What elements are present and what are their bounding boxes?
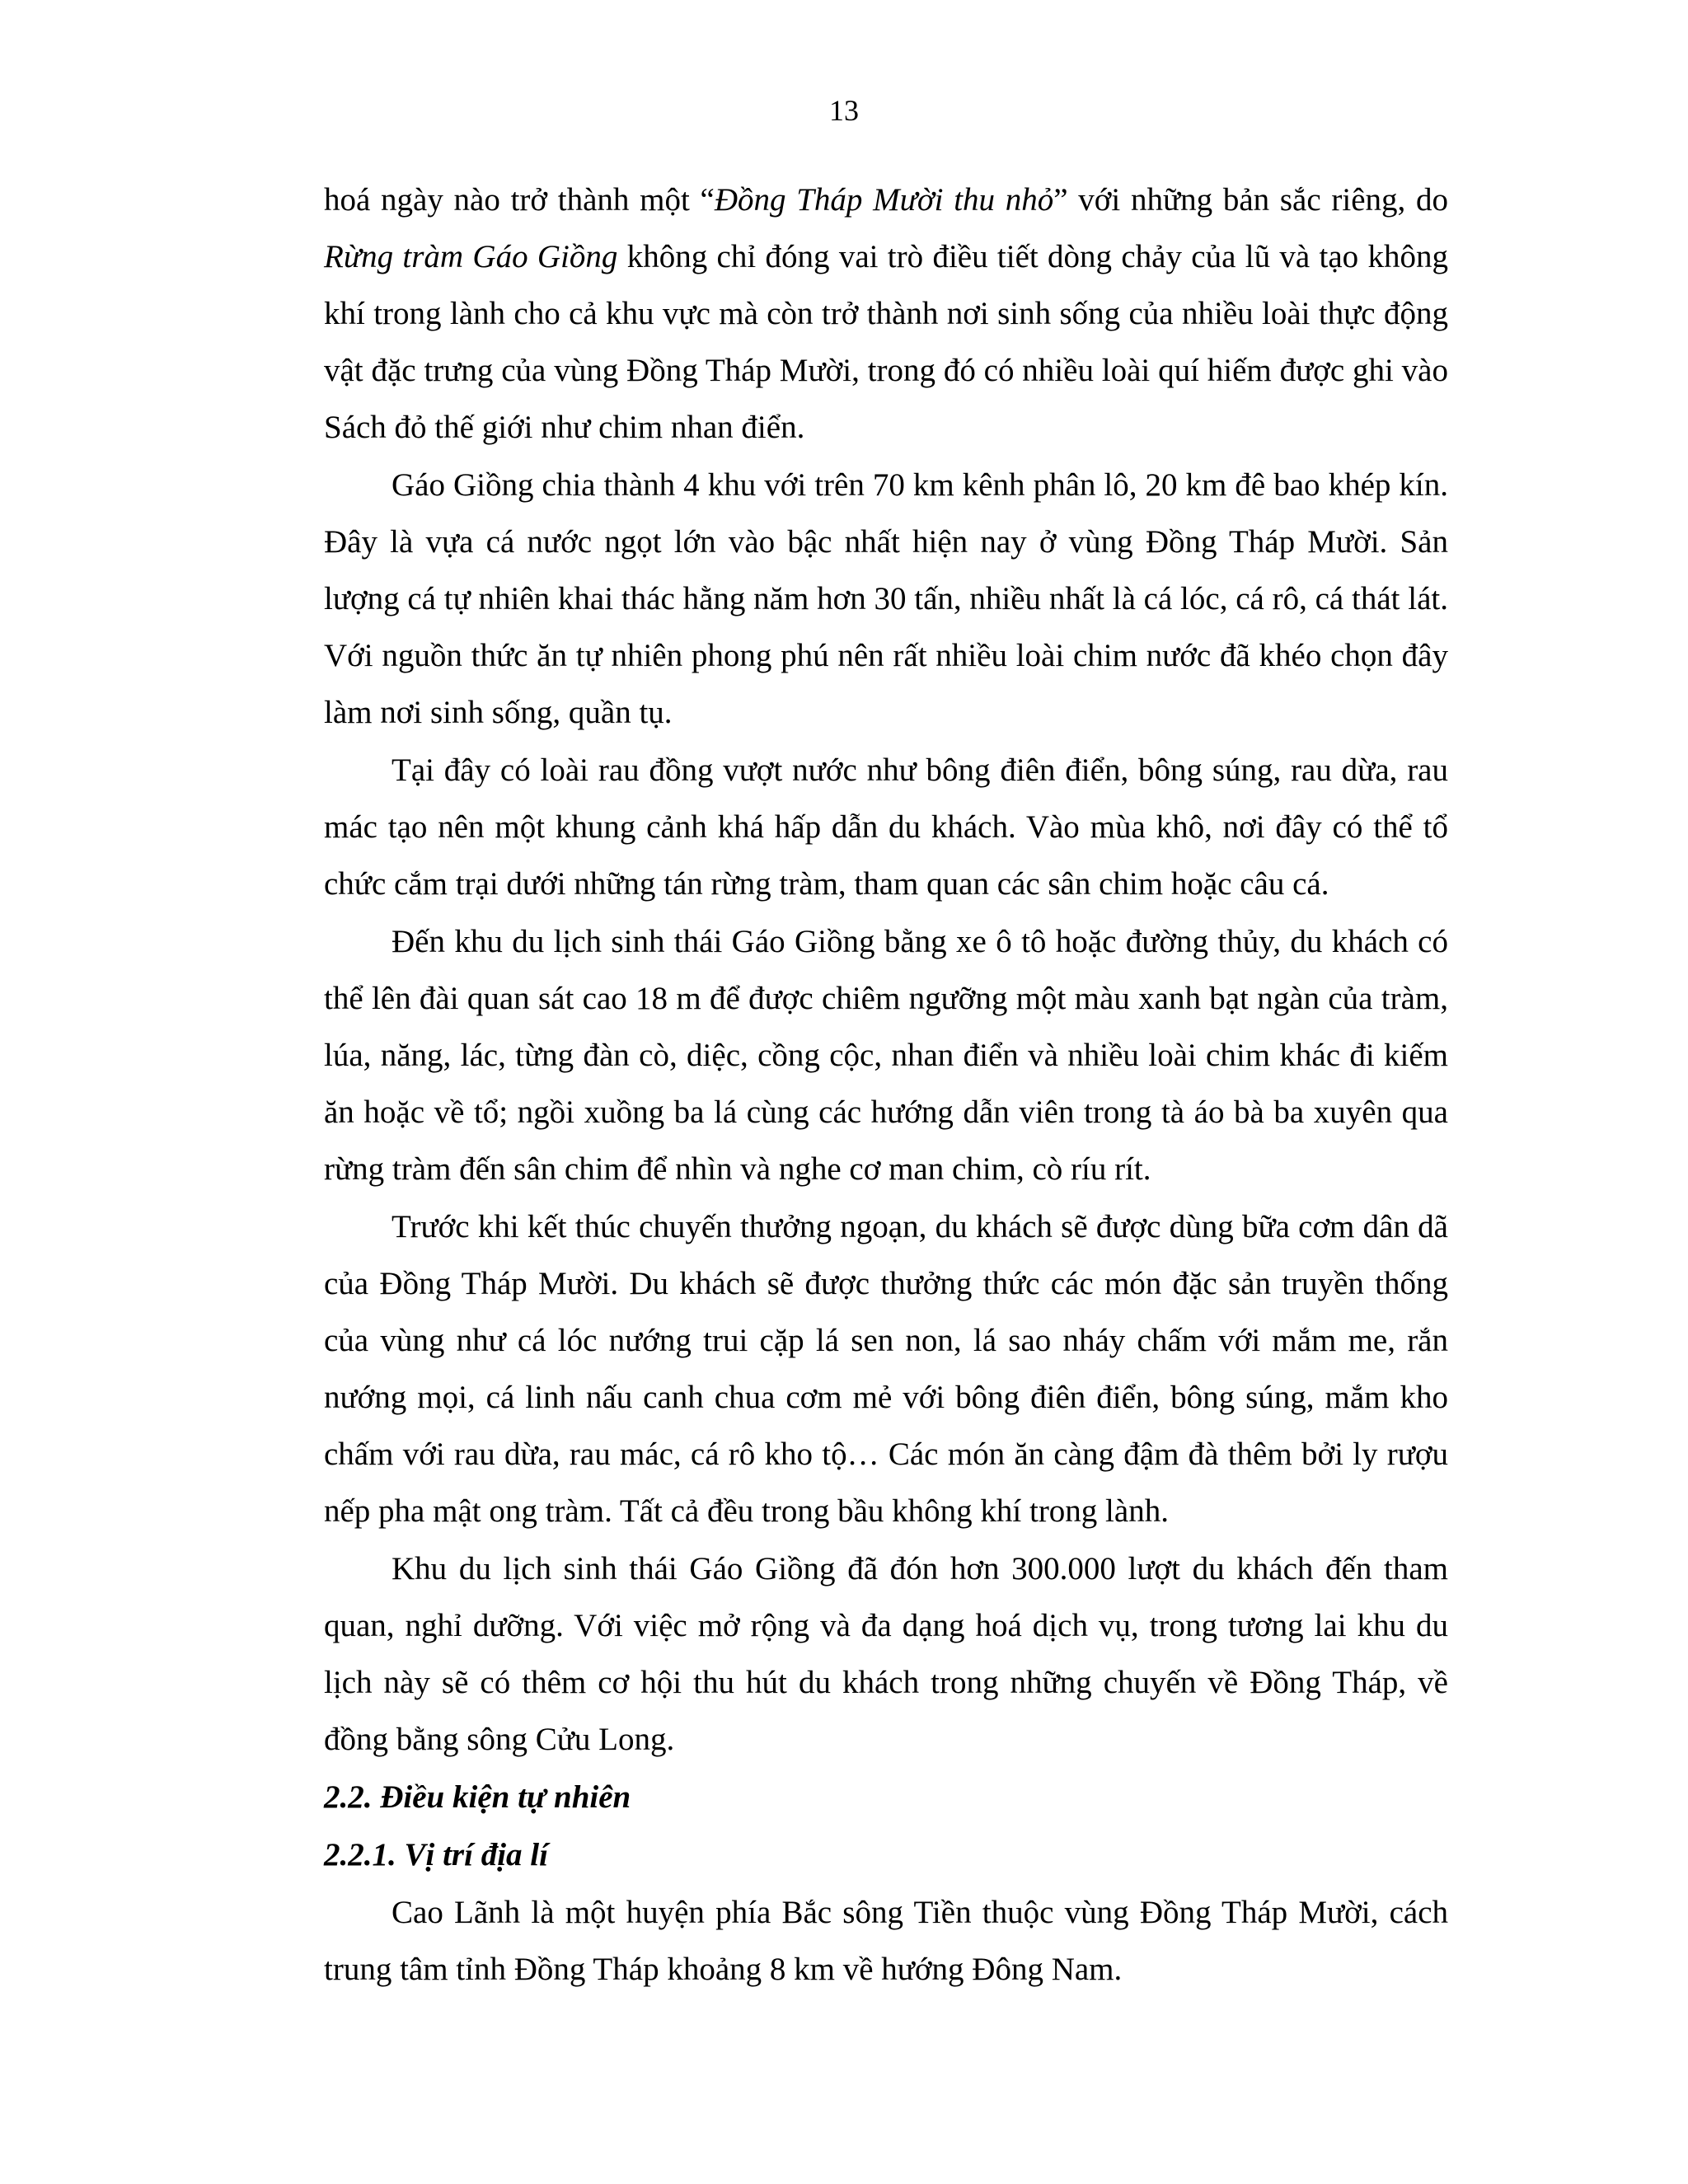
- paragraph-1-text-b: ” với những bản sắc riêng, do: [1053, 182, 1448, 218]
- paragraph-2: Gáo Giồng chia thành 4 khu với trên 70 km kênh phân lô, 20 km đê bao khép kín. Đây là vựa cá nước ngọt lớn vào bậc nhất hiện nay ở vùng Đồng Tháp Mười. Sản lượng cá tự nhiên khai thác hằng năm hơn 30 tấn, nhiều nhất là cá lóc, cá rô, cá thát lát. Với nguồn thức ăn tự nhiên phong phú nên rất nhiều loài chim nước đã khéo chọn đây làm nơi sinh sống, quần tụ.: [324, 467, 1448, 730]
- paragraph-6: Khu du lịch sinh thái Gáo Giồng đã đón hơn 300.000 lượt du khách đến tham quan, nghỉ dưỡng. Với việc mở rộng và đa dạng hoá dịch vụ, trong tương lai khu du lịch này sẽ có thêm cơ hội thu hút du khách trong những chuyến về Đồng Tháp, về đồng bằng sông Cửu Long.: [324, 1551, 1448, 1757]
- paragraph-1-text-a: hoá ngày nào trở thành một “: [324, 182, 715, 218]
- paragraph-5: Trước khi kết thúc chuyến thưởng ngoạn, du khách sẽ được dùng bữa cơm dân dã của Đồng Tháp Mười. Du khách sẽ được thưởng thức các món đặc sản truyền thống của vùng như cá lóc nướng trui cặp lá sen non, lá sao nháy chấm với mắm me, rắn nướng mọi, cá linh nấu canh chua cơm mẻ với bông điên điển, bông súng, mắm kho chấm với rau dừa, rau mác, cá rô kho tộ… Các món ăn càng đậm đà thêm bởi ly rượu nếp pha mật ong tràm. Tất cả đều trong bầu không khí trong lành.: [324, 1209, 1448, 1529]
- page-number: 13: [829, 94, 859, 127]
- section-heading-2-2: 2.2. Điều kiện tự nhiên: [324, 1779, 631, 1815]
- paragraph-1-italic-b: Rừng tràm Gáo Giồng: [324, 239, 618, 274]
- paragraph-7: Cao Lãnh là một huyện phía Bắc sông Tiền thuộc vùng Đồng Tháp Mười, cách trung tâm tỉnh Đồng Tháp khoảng 8 km về hướng Đông Nam.: [324, 1895, 1448, 1987]
- paragraph-1-text-c: không chỉ đóng vai trò điều tiết dòng chảy của lũ và tạo không khí trong lành cho cả khu vực mà còn trở thành nơi sinh sống của nhiều loài thực động vật đặc trưng của vùng Đồng Tháp Mười, trong đó có nhiều loài quí hiếm được ghi vào Sách đỏ thế giới như chim nhan điển.: [324, 239, 1449, 445]
- document-body: [324, 171, 1448, 1999]
- paragraph-3: Tại đây có loài rau đồng vượt nước như bông điên điển, bông súng, rau dừa, rau mác tạo nên một khung cảnh khá hấp dẫn du khách. Vào mùa khô, nơi đây có thể tổ chức cắm trại dưới những tán rừng tràm, tham quan các sân chim hoặc câu cá.: [324, 752, 1448, 902]
- paragraph-1: [324, 171, 1448, 456]
- paragraph-1-italic-a: Đồng Tháp Mười thu nhỏ: [714, 182, 1054, 218]
- paragraph-4: Đến khu du lịch sinh thái Gáo Giồng bằng xe ô tô hoặc đường thủy, du khách có thể lên đài quan sát cao 18 m để được chiêm ngưỡng một màu xanh bạt ngàn của tràm, lúa, năng, lác, từng đàn cò, diệc, cồng cộc, nhan điển và nhiều loài chim khác đi kiếm ăn hoặc về tổ; ngồi xuồng ba lá cùng các hướng dẫn viên trong tà áo bà ba xuyên qua rừng tràm đến sân chim để nhìn và nghe cơ man chim, cò ríu rít.: [324, 924, 1448, 1187]
- section-heading-2-2-1: 2.2.1. Vị trí địa lí: [324, 1837, 548, 1872]
